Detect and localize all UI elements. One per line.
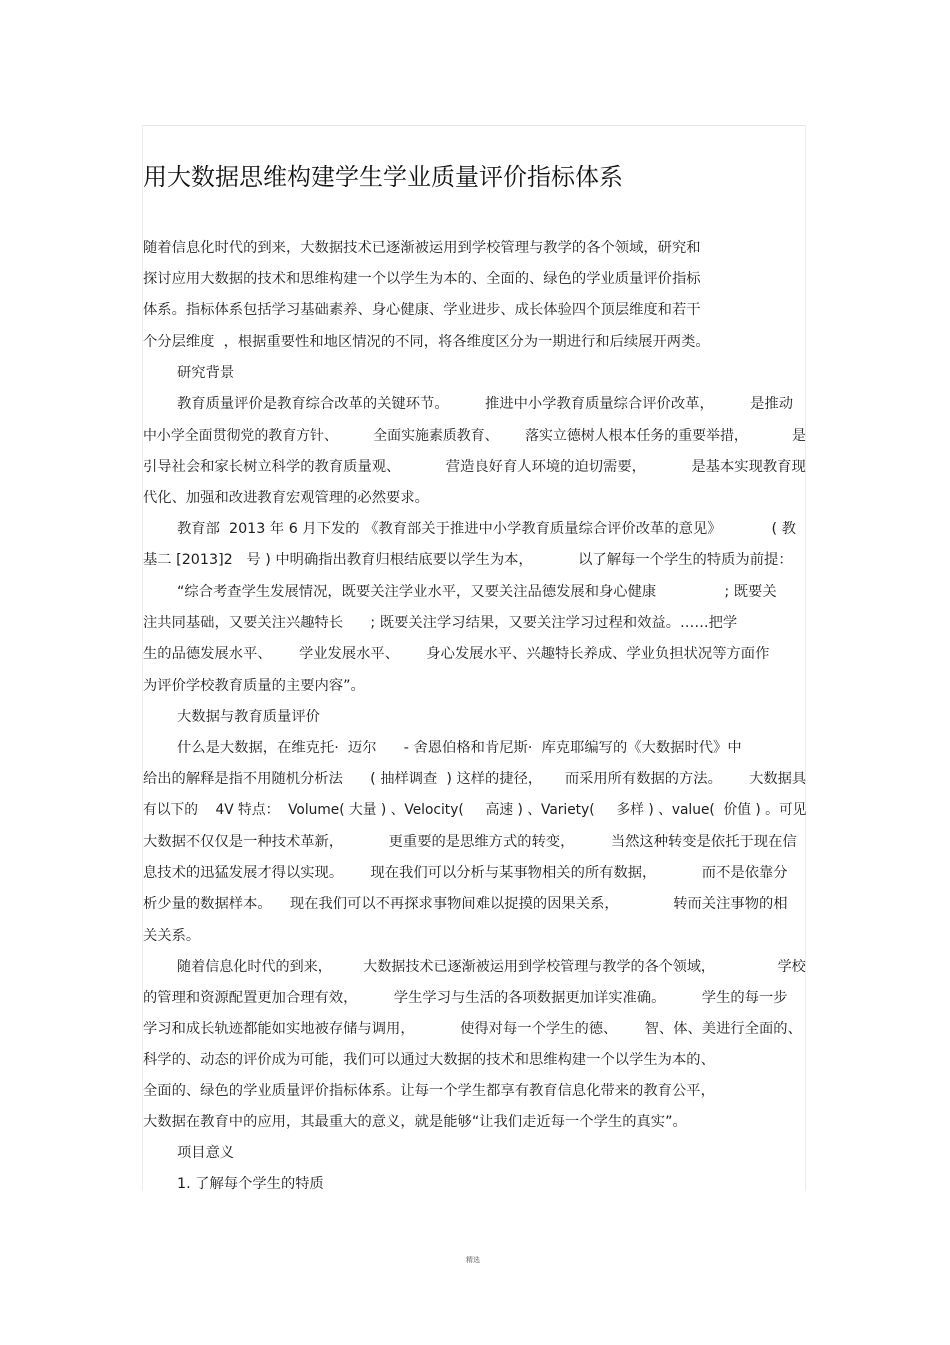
quote-line: 注共同基础，又要关注兴趣特长 ; 既要关注学习结果，又要关注学习过程和效益。……把学 <box>143 615 738 631</box>
paragraph-line: 学习和成长轨迹都能如实地被存储与调用， 使得对每一个学生的德、 智、体、美进行全面的、 <box>143 1021 802 1037</box>
paragraph-line: 基二 [2013]2 号 ) 中明确指出教育归根结底要以学生为本， 以了解每一个学生的特质为前提： <box>143 552 793 568</box>
section-heading: 项目意义 <box>177 1145 235 1161</box>
paragraph-line: 给出的解释是指不用随机分析法 ( 抽样调查 ) 这样的捷径， 而采用所有数据的方法。 大数据具 <box>143 771 807 787</box>
document-title: 用大数据思维构建学生学业质量评价指标体系 <box>143 163 623 191</box>
paragraph-line: 什么是大数据，在维克托· 迈尔 - 舍恩伯格和肯尼斯· 库克耶编写的《大数据时代》中 <box>177 740 742 756</box>
paragraph-line: 息技术的迅猛发展才得以实现。 现在我们可以分析与某事物相关的所有数据， 而不是依靠分 <box>143 865 788 881</box>
paragraph-line: 个分层维度 ，根据重要性和地区情况的不同，将各维度区分为一期进行和后续展开两类。 <box>143 334 710 350</box>
page-footer: 精选 <box>466 1256 480 1264</box>
paragraph-line: 的管理和资源配置更加合理有效， 学生学习与生活的各项数据更加详实准确。 学生的每一步 <box>143 990 788 1006</box>
paragraph-line: 关关系。 <box>143 928 201 944</box>
paragraph-line: 教育部 2013 年 6 月下发的 《教育部关于推进中小学教育质量综合评价改革的意见》 ( 教 <box>177 521 796 537</box>
quote-line: 生的品德发展水平、 学业发展水平、 身心发展水平、兴趣特长养成、学业负担状况等方面作 <box>143 646 770 662</box>
paragraph-line: 随着信息化时代的到来， 大数据技术已逐渐被运用到学校管理与教学的各个领域， 学校 <box>177 959 806 975</box>
section-heading: 大数据与教育质量评价 <box>177 709 320 725</box>
paragraph-line: 有以下的 4V 特点： Volume( 大量 ) 、Velocity( 高速 ) 、Variety( 多样 ) 、value( 价值 ) 。可见 <box>143 802 807 818</box>
paragraph-line: 科学的、动态的评价成为可能，我们可以通过大数据的技术和思维构建一个以学生为本的、 <box>143 1052 715 1068</box>
paragraph-line: 析少量的数据样本。 现在我们可以不再探求事物间难以捉摸的因果关系， 转而关注事物的相 <box>143 896 788 912</box>
section-heading: 研究背景 <box>177 365 235 381</box>
paragraph-line: 大数据不仅仅是一种技术革新， 更重要的是思维方式的转变， 当然这种转变是依托于现在信 <box>143 834 797 850</box>
paragraph-line: 全面的、绿色的学业质量评价指标体系。让每一个学生都享有教育信息化带来的教育公平， <box>143 1083 715 1099</box>
paragraph-line: 引导社会和家长树立科学的教育质量观、 营造良好育人环境的迫切需要， 是基本实现教育现 <box>143 459 806 475</box>
paragraph-line: 教育质量评价是教育综合改革的关键环节。 推进中小学教育质量综合评价改革， 是推动 <box>177 396 793 412</box>
paragraph-line: 中小学全面贯彻党的教育方针、 全面实施素质教育、 落实立德树人根本任务的重要举措， 是 <box>143 428 806 444</box>
quote-line: “综合考查学生发展情况，既要关注学业水平，又要关注品德发展和身心健康 ; 既要关 <box>177 584 777 600</box>
paragraph-line: 随着信息化时代的到来，大数据技术已逐渐被运用到学校管理与教学的各个领域，研究和 <box>143 240 701 256</box>
paragraph-line: 体系。指标体系包括学习基础素养、身心健康、学业进步、成长体验四个顶层维度和若干 <box>143 302 701 318</box>
quote-line: 为评价学校教育质量的主要内容”。 <box>143 678 365 694</box>
paragraph-line: 探讨应用大数据的技术和思维构建一个以学生为本的、全面的、绿色的学业质量评价指标 <box>143 271 701 287</box>
paragraph-line: 大数据在教育中的应用，其最重大的意义，就是能够“让我们走近每一个学生的真实”。 <box>143 1114 687 1130</box>
list-item: 1. 了解每个学生的特质 <box>177 1176 324 1192</box>
paragraph-line: 代化、加强和改进教育宏观管理的必然要求。 <box>143 490 429 506</box>
